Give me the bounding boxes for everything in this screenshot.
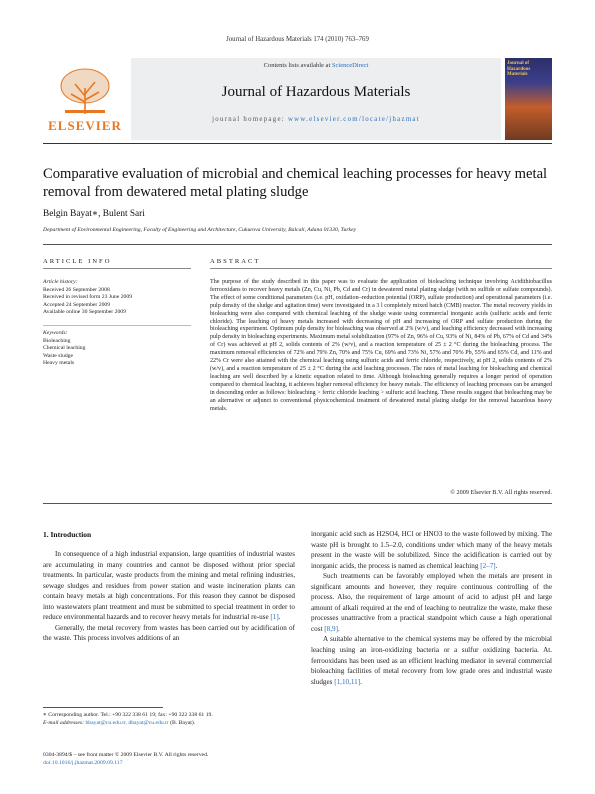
intro-paragraph <box>311 634 552 687</box>
keywords-rule <box>43 325 191 326</box>
citation-link[interactable]: [1,10,11] <box>334 677 361 686</box>
article-info-rule <box>43 268 191 269</box>
article-authors: Belgin Bayat∗, Bulent Sari <box>43 209 145 219</box>
keyword-item: Waste sludge <box>43 352 74 359</box>
contents-prefix: Contents lists available at <box>263 62 332 69</box>
intro-paragraph: Generally, the metal recovery from wastes has been carried out by acidification of the waste. This process involves additions of an <box>43 623 295 643</box>
intro-paragraph <box>43 549 295 623</box>
paragraph-end: . <box>278 613 281 622</box>
citation-link[interactable]: [1] <box>270 613 279 622</box>
paragraph-text: inorganic acid such as H2SO4, HCl or HNO3 to the waste followed by mixing. The waste pH is brought to 1.5–2.0, conditions under which many of the heavy metals present in the waste will be solubilized. Since the acidification is carried out by inorganic acids, the process is named as chemical leaching <box>311 530 552 570</box>
citation-link[interactable]: [8,9] <box>324 624 338 633</box>
issn-block <box>43 751 303 767</box>
intro-paragraph <box>311 571 552 634</box>
email-label: E-mail addresses: <box>43 719 86 726</box>
abstract-text: The purpose of the study described in this paper was to evaluate the application of bioleaching technique involving Acidithiobacillus ferrooxidans to recover heavy metals (Zn, Cu, Ni, Pb, Cd and Cr) in dewatered metal plating sludge (with no sulfide or sulfate compounds). The effect of some conditional parameters (i.e. pH, oxidation–reduction potential (ORP), sulfate production) and operational parameters (i.e. pulp density of the sludge and agitation time) were investigated in a 3 l completely mixed batch (CMB) reactor. The metal recovery yields in bioleaching were also compared with chemical leaching of the sludge waste using commercial inorganic acids (sulfuric acids and ferric chloride). The leaching of heavy metals increased with decreasing of pH and increasing of ORP and sulfate production during the bioleaching experiment. Optimum pulp density for bioleaching was observed at 2% (w/v), and leaching efficiency decreased with increasing pulp density in bioleaching experiments. Maximum metal solubilization (97% of Zn, 96% of Cu, 93% of Ni, 84% of Pb, 67% of Cd and 34% of Cr) was achieved at pH 2, solids contents of 2% (w/v), and a reaction temperature of 25 ± 2 °C during the bioleaching process. The maximum removal efficiencies of 72% and 79% Zn, 70% and 75% Cu, 69% and 73% Ni, 57% and 70% Pb, 55% and 65% Cd, and 11% and 22% Cr were also attained with the chemical leaching using sulfuric acids and ferric chloride, respectively, at pH 2, solids contents of 2% (w/v), and a reaction temperature of 25 ± 2 °C during the acid leaching processes. The rates of metal leaching for bioleaching and chemical leaching are well described by a kinetic equation related to time. Although bioleaching generally requires a longer period of operation compared to chemical leaching, it achieves higher removal efficiency for heavy metals. The efficiency of leaching processes can be arranged in descending order as follows: bioleaching > ferric chloride leaching > sulfuric acid leaching. These results suggest that bioleaching may be an alternative or adjunct to conventional physicochemical treatment of dewatered metal plating sludge for the removal hazardous heavy metals. <box>210 279 552 412</box>
journal-title: Journal of Hazardous Materials <box>221 84 411 100</box>
doi-link[interactable]: doi:10.1016/j.jhazmat.2009.09.117 <box>43 760 123 766</box>
keywords-block <box>43 330 193 368</box>
footnote-rule <box>43 707 163 708</box>
article-info-heading: ARTICLE INFO <box>43 258 112 265</box>
header-divider <box>43 244 552 245</box>
keywords-label: Keywords: <box>43 330 68 336</box>
paragraph-text: Such treatments can be favorably employed when the metals are present in significant amounts and however, they require continuous controlling of the process. Also, the requirement of large amount of acid to adjust pH and large amount of alkali required at the end of leaching to neutralize the waste, make these processes unattractive from a practical standpoint which cause a high operational cost <box>311 572 552 633</box>
citation-link[interactable]: [2–7] <box>480 561 496 570</box>
paragraph-text: In consequence of a high industrial expansion, large quantities of industrial wastes are accumulating in many countries and cannot be disposed without prior special treatments. In particular, waste products from the mining and metal refining industries, sewage sludges and residues from power station and waste incineration plants can contain heavy metals at high concentrations. For this reason they cannot be disposed into wastewaters plant treatment and must be submitted to special treatment in order to reduce environmental hazards and to recover heavy metals for industrial re-use <box>43 550 295 622</box>
paragraph-end: . <box>495 561 498 570</box>
journal-masthead <box>43 58 552 140</box>
front-matter-line: 0304-3894/$ – see front matter © 2009 Elsevier B.V. All rights reserved. <box>43 752 209 758</box>
paragraph-end: . <box>337 624 340 633</box>
homepage-link[interactable]: www.elsevier.com/locate/jhazmat <box>287 116 420 123</box>
masthead-divider <box>43 143 552 144</box>
body-column-left <box>43 549 295 644</box>
online-date: Available online 30 September 2009 <box>43 309 126 316</box>
intro-paragraph <box>311 529 552 571</box>
author-affiliation: Department of Environmental Engineering, Faculty of Engineering and Architecture, Cukurova University, Balcali, Adana 01330, Turkey <box>43 227 357 233</box>
elsevier-logo <box>43 58 127 140</box>
cover-title: Journal of Hazardous Materials <box>507 61 531 77</box>
elsevier-wordmark: ELSEVIER <box>48 118 122 133</box>
elsevier-tree-icon <box>57 66 113 116</box>
abstract-heading: ABSTRACT <box>210 258 261 265</box>
corresponding-author-note: ∗ Corresponding author. Tel.: +90 322 338 61 19; fax: +90 322 338 61 19. <box>43 712 213 718</box>
abstract-copyright: © 2009 Elsevier B.V. All rights reserved. <box>450 489 552 496</box>
article-title: Comparative evaluation of microbial and chemical leaching processes for heavy metal removal from dewatered metal plating sludge <box>43 166 548 200</box>
revised-date: Received in revised form 23 June 2009 <box>43 294 133 301</box>
keyword-item: Heavy metals <box>43 360 75 367</box>
keyword-item: Chemical leaching <box>43 345 86 352</box>
homepage-prefix: journal homepage: <box>212 116 288 123</box>
history-label: Article history: <box>43 279 78 285</box>
keyword-item: Bioleaching <box>43 337 71 344</box>
abstract-rule <box>210 268 552 269</box>
section-heading-introduction: 1. Introduction <box>43 530 92 539</box>
email-links[interactable]: bbayat@cu.edu.tr, dbayat@cu.edu.tr <box>85 719 169 726</box>
received-date: Received 26 September 2008 <box>43 286 110 293</box>
journal-reference: Journal of Hazardous Materials 174 (2010) 763–769 <box>226 36 369 43</box>
journal-homepage <box>131 116 501 123</box>
abstract-divider <box>43 503 552 504</box>
sciencedirect-link[interactable]: ScienceDirect <box>331 62 369 69</box>
paragraph-end: . <box>360 677 362 686</box>
contents-line <box>131 62 501 69</box>
masthead-center <box>131 58 501 140</box>
journal-cover-thumbnail <box>505 58 552 140</box>
article-history <box>43 279 193 317</box>
email-suffix: (B. Bayat). <box>168 719 196 726</box>
email-line <box>43 720 303 728</box>
body-column-right <box>311 529 552 687</box>
accepted-date: Accepted 24 September 2009 <box>43 301 111 308</box>
footnote <box>43 712 303 727</box>
paragraph-text: A suitable alternative to the chemical systems may be offered by the microbial leaching using an iron-oxidizing bacteria or a sulfur oxidizing bacteria. At. ferrooxidans has been used as an efficient leaching mediator in several commercial bioleaching facilities of metal recovery from low grade ores and industrial waste sludges <box>311 635 552 686</box>
